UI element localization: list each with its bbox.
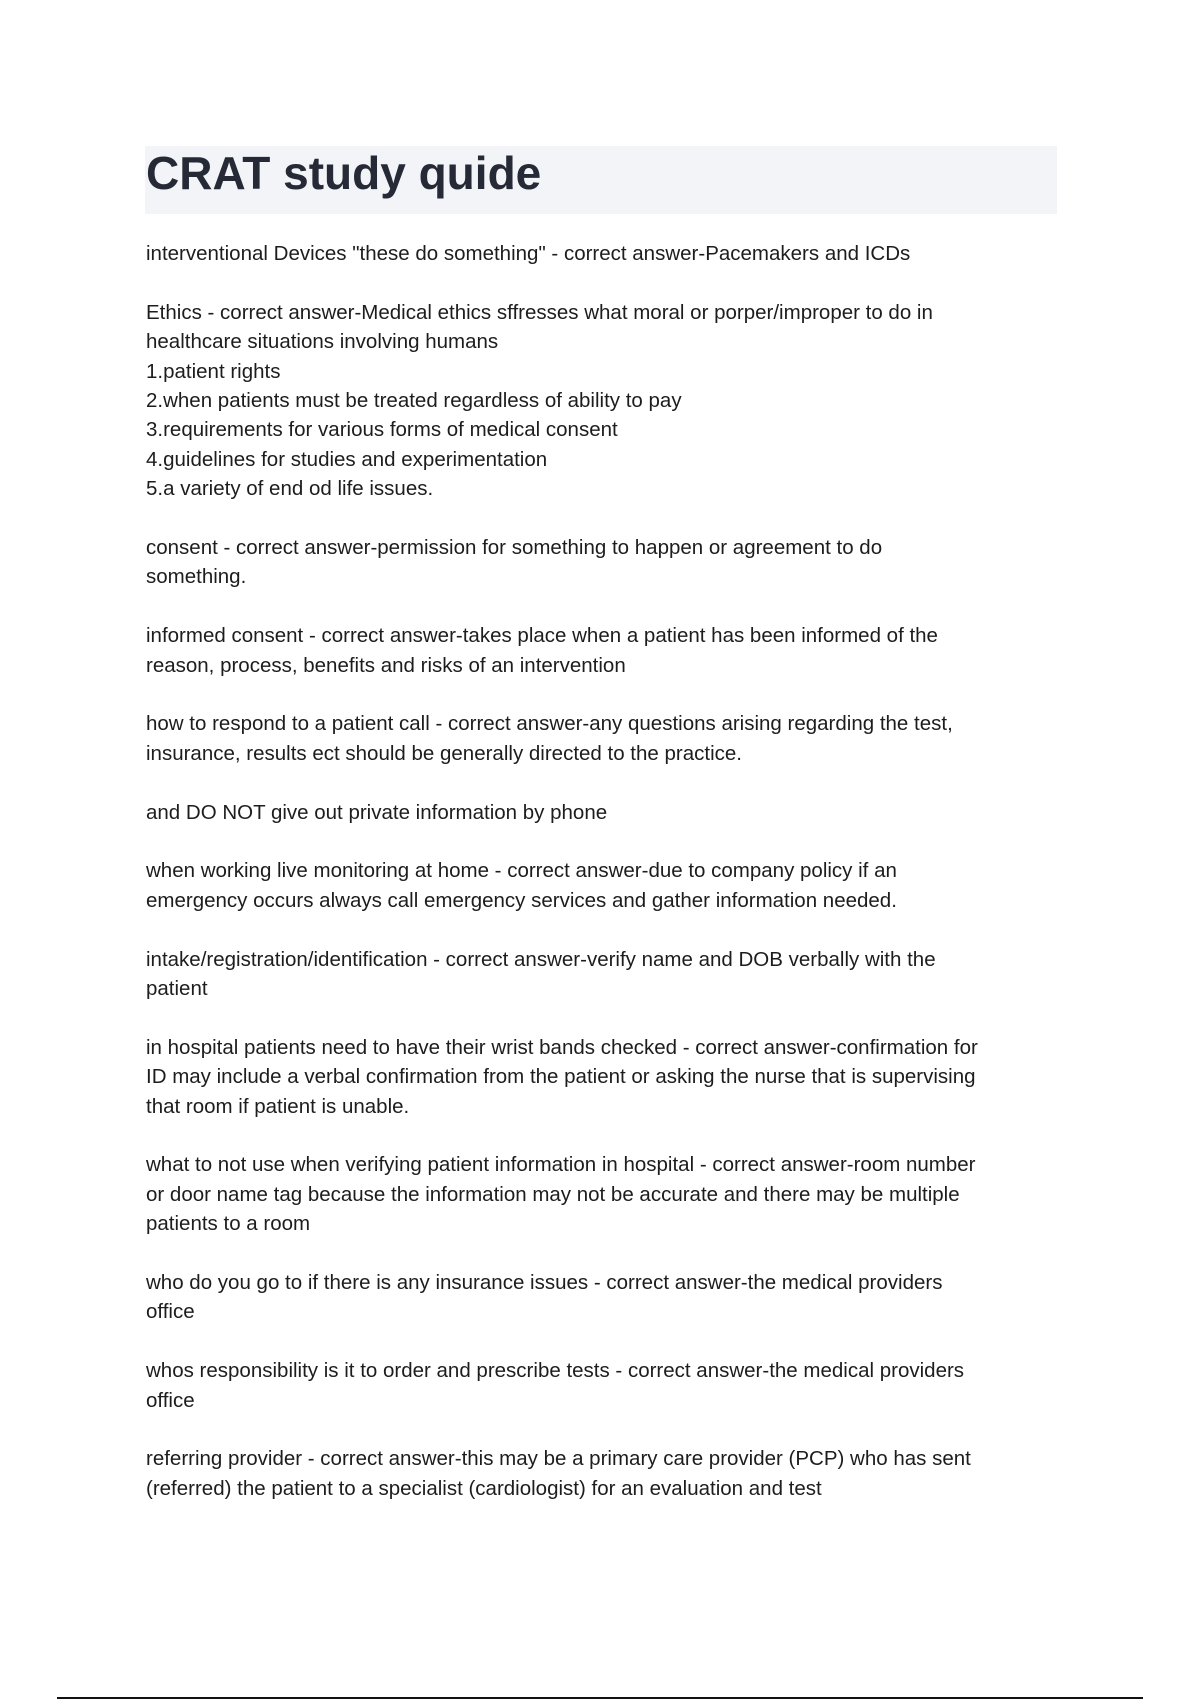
entry-referring-provider: referring provider - correct answer-this may be a primary care provider (PCP) who has sent (referred) the patient to a specialist (cardiologist) for an evaluation and test xyxy=(146,1447,971,1500)
entry-intake-registration: intake/registration/identification - correct answer-verify name and DOB verbally with the patient xyxy=(146,947,936,1001)
entry-insurance-issues: who do you go to if there is any insurance issues - correct answer-the medical providers office xyxy=(146,1271,943,1324)
document-body xyxy=(146,239,1061,1533)
entry-verifying-patient-info: what to not use when verifying patient information in hospital - correct answer-room number or door name tag because the information may not be accurate and there may be multiple patients to a room xyxy=(146,1153,976,1236)
entry-informed-consent: informed consent - correct answer-takes place when a patient has been informed of the reason, process, benefits and risks of an intervention xyxy=(146,624,938,677)
entry-order-tests: whos responsibility is it to order and prescribe tests - correct answer-the medical providers office xyxy=(146,1359,965,1412)
entry-patient-call: how to respond to a patient call - correct answer-any questions arising regarding the test, insurance, results ect should be generally directed to the practice. xyxy=(146,712,953,765)
entry-live-monitoring: when working live monitoring at home - correct answer-due to company policy if an emergency occurs always call emergency services and gather information needed. xyxy=(146,859,897,912)
entry-consent: consent - correct answer-permission for something to happen or agreement to do something. xyxy=(146,536,883,589)
entry-ethics: Ethics - correct answer-Medical ethics sffresses what moral or porper/improper to do in healthcare situations involving humans 1.patient rights 2.when patients must be treated regardless of ability to pay 3.requirements for various forms of medical consent 4.guidelines for studies and experimentation 5.a variety of end od life issues. xyxy=(146,300,933,501)
entry-wrist-bands: in hospital patients need to have their wrist bands checked - correct answer-confirmation for ID may include a verbal confirmation from the patient or asking the nurse that is supervising that room if patient is unable. xyxy=(146,1035,978,1118)
page-title: CRAT study quide xyxy=(146,147,542,199)
page-bottom-divider xyxy=(57,1697,1143,1699)
entry-interventional-devices: interventional Devices "these do something" - correct answer-Pacemakers and ICDs xyxy=(146,242,911,265)
entry-private-information: and DO NOT give out private information by phone xyxy=(146,800,608,824)
